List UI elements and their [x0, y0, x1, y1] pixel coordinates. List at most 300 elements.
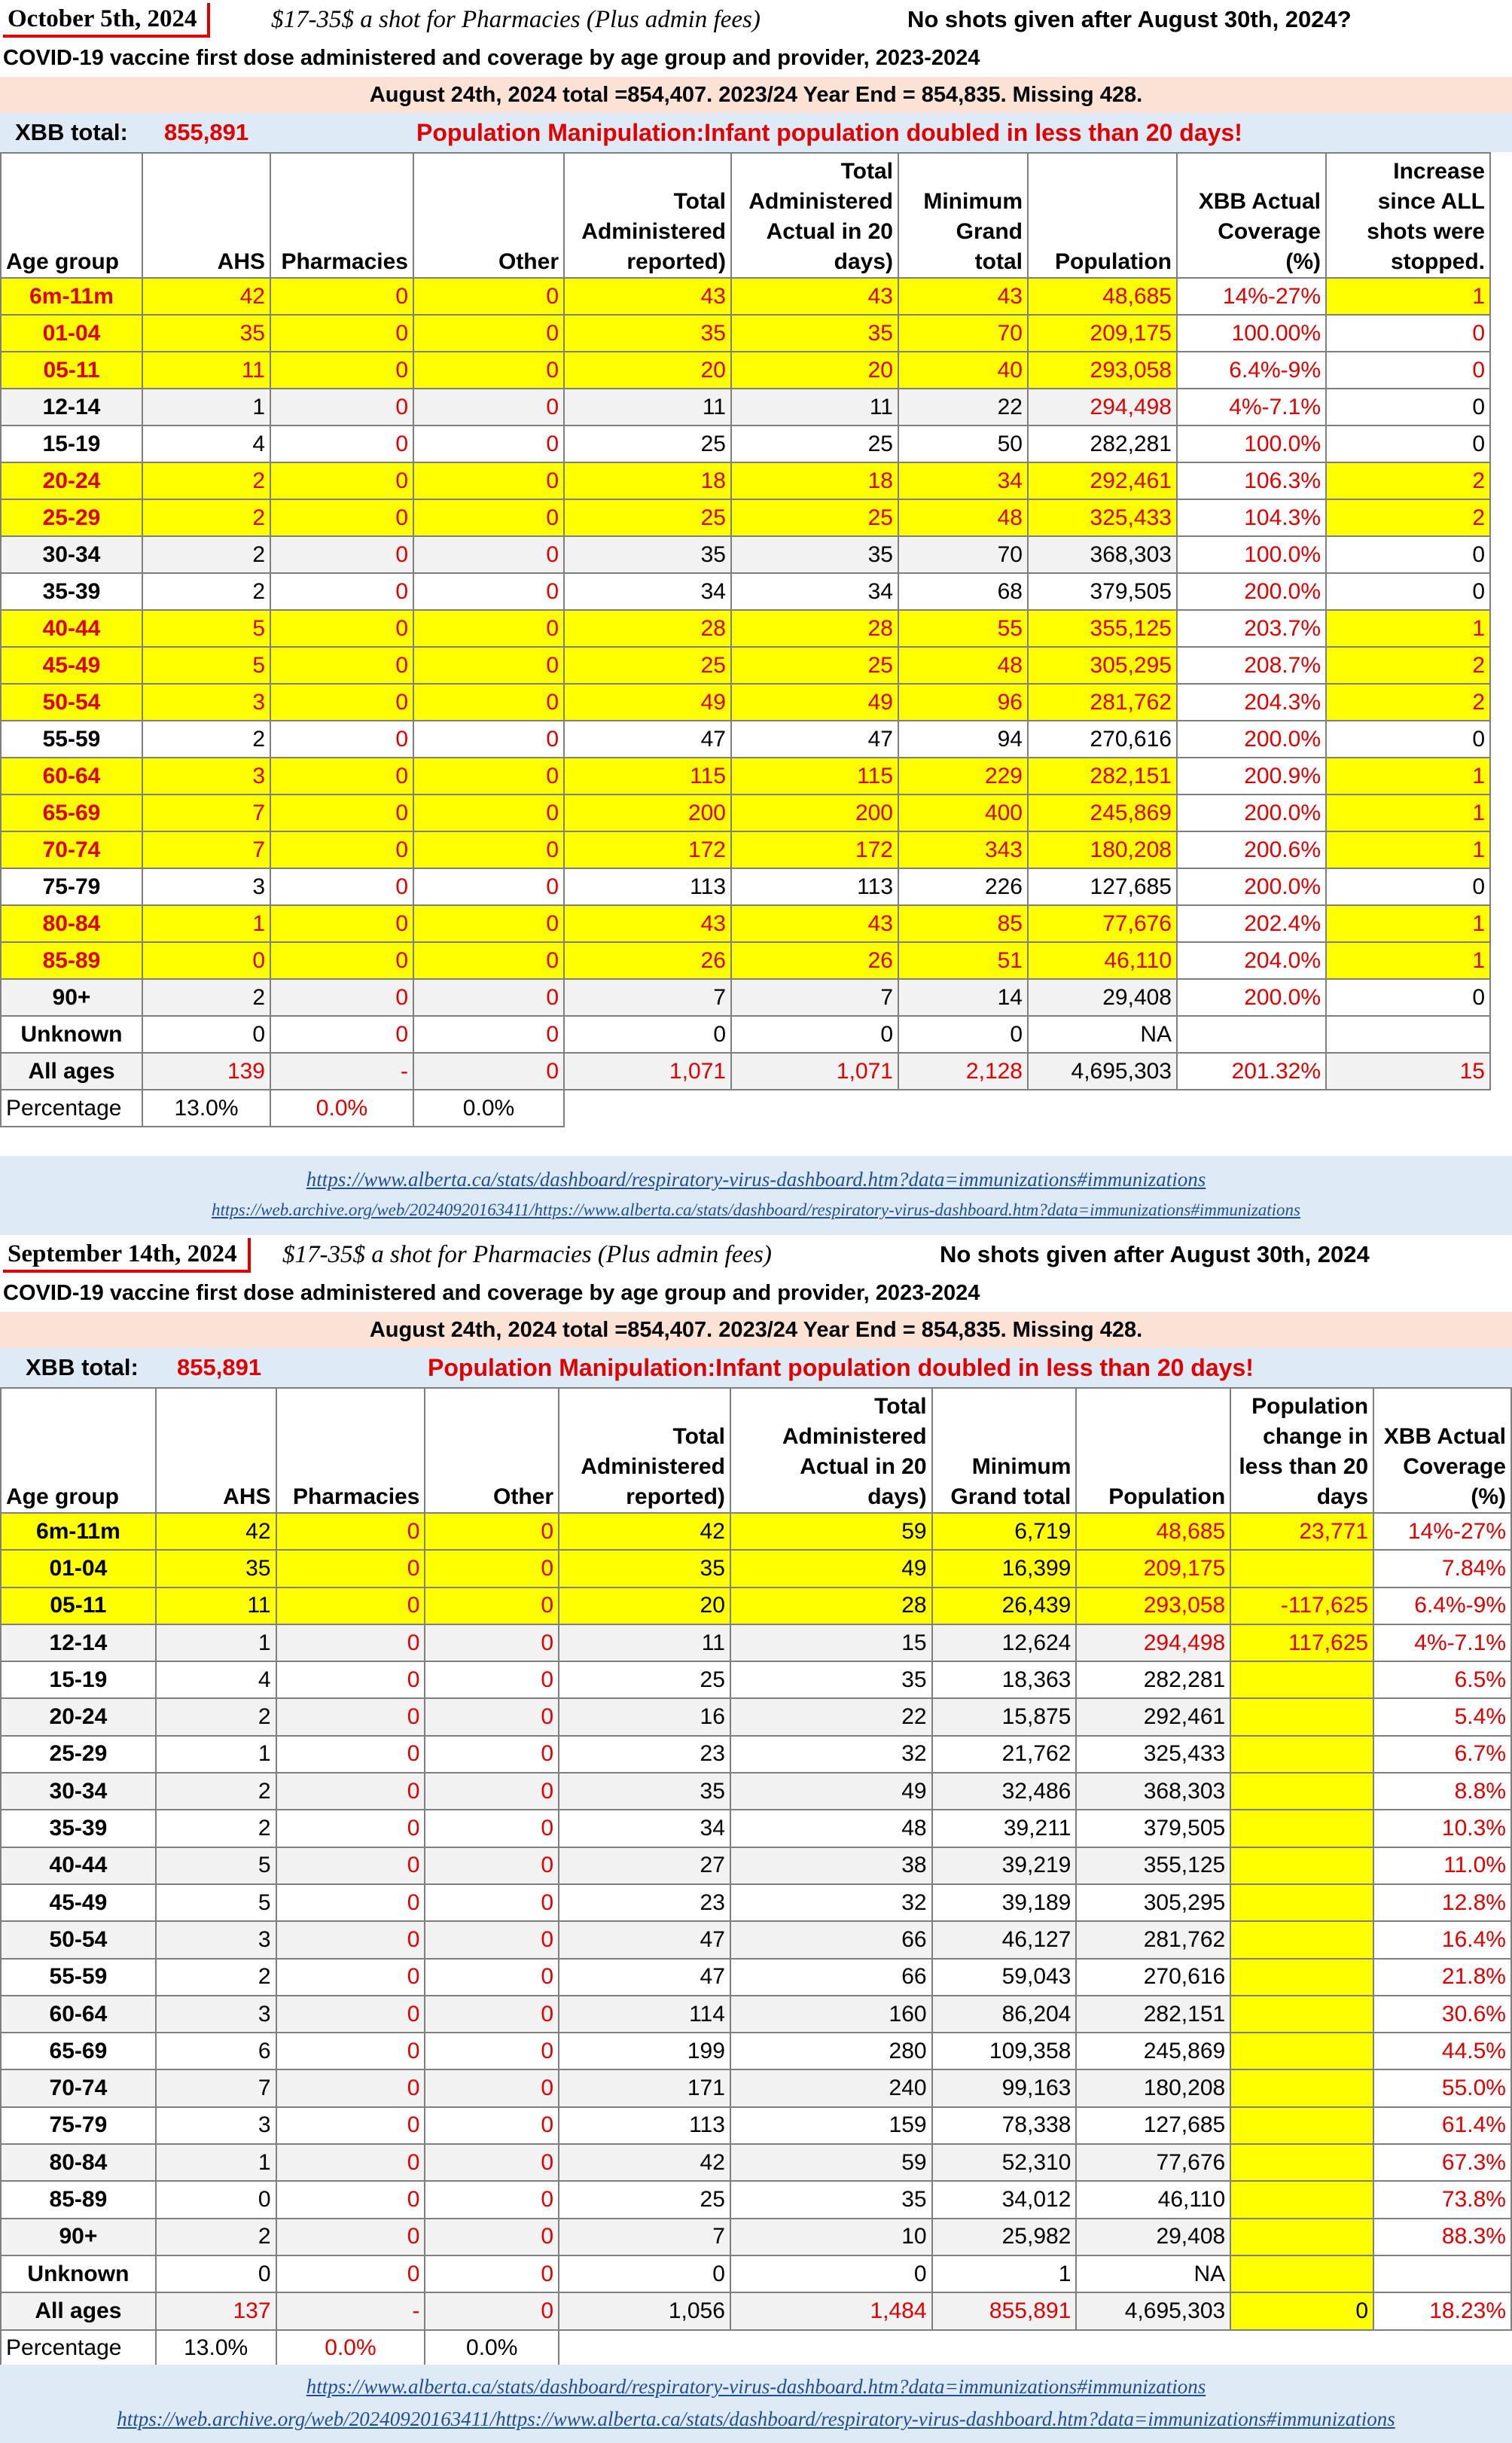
cell-ahs: 4	[156, 1661, 276, 1698]
cell-total-actual: 43	[731, 278, 898, 315]
header-ahs: AHS	[142, 153, 270, 278]
cell-population: 127,685	[1076, 2107, 1230, 2144]
cell-population: 305,295	[1028, 647, 1177, 684]
cell-pharmacies: 0	[276, 2144, 425, 2181]
cell-pharmacies: 0	[276, 2033, 425, 2069]
cell-other: 0	[413, 868, 564, 905]
age-group-label: 90+	[1, 2219, 156, 2255]
percentage-ahs: 13.0%	[142, 1090, 270, 1127]
table-row	[1, 1513, 1511, 1550]
cell-population-change	[1230, 2181, 1373, 2218]
cell-ahs: 5	[142, 610, 270, 647]
cell-population: 209,175	[1028, 315, 1177, 352]
cell-pharmacies: 0	[270, 979, 413, 1016]
cell-total-actual: 25	[731, 647, 898, 684]
cell-pharmacies: 0	[270, 278, 413, 315]
source-links	[0, 1156, 1512, 1235]
cell-grand-total: 855,891	[932, 2292, 1077, 2329]
cell-total-reported: 18	[564, 462, 731, 499]
archive-link[interactable]: https://web.archive.org/web/20240920163411/https://www.alberta.ca/stats/dashboard/respiratory-virus-dashboard.htm?data=immunizations#immunizations	[211, 1200, 1300, 1219]
age-group-label: 25-29	[1, 1736, 156, 1773]
cell-total-reported: 113	[564, 868, 731, 905]
cell-total-reported: 34	[564, 573, 731, 610]
table-row	[1, 1810, 1511, 1847]
cell-ahs: 0	[142, 942, 270, 979]
cell-population-change	[1230, 1996, 1373, 2033]
cell-ahs: 1	[142, 905, 270, 942]
cell-other: 0	[425, 2255, 559, 2292]
cell-total-actual: 59	[730, 2144, 932, 2181]
cell-coverage: 200.9%	[1177, 758, 1326, 795]
cell-pharmacies: 0	[270, 536, 413, 573]
age-group-label: 15-19	[1, 1661, 156, 1698]
cell-total-actual: 0	[730, 2255, 932, 2292]
table-row	[1, 831, 1490, 868]
cell-increase	[1326, 1016, 1490, 1053]
cell-coverage: 6.7%	[1373, 1736, 1511, 1773]
table-row	[1, 610, 1490, 647]
table-row	[1, 721, 1490, 758]
cell-other: 0	[413, 389, 564, 425]
cell-total-reported: 0	[564, 1016, 731, 1053]
cell-total-actual: 35	[730, 2181, 932, 2218]
cell-total-reported: 199	[559, 2033, 730, 2069]
cell-increase: 15	[1326, 1053, 1490, 1090]
cell-total-actual: 26	[731, 942, 898, 979]
cell-ahs: 137	[156, 2292, 276, 2329]
cell-grand-total: 25,982	[932, 2219, 1077, 2255]
cell-population-change	[1230, 1736, 1373, 1773]
table-row	[1, 425, 1490, 462]
table-row	[1, 315, 1490, 352]
cell-total-actual: 32	[730, 1884, 932, 1921]
cell-coverage: 204.0%	[1177, 942, 1326, 979]
age-group-label: 55-59	[1, 721, 142, 758]
percentage-pharmacies: 0.0%	[276, 2330, 425, 2367]
cell-population: 305,295	[1076, 1884, 1230, 1921]
cell-pharmacies: 0	[270, 315, 413, 352]
cell-pharmacies: 0	[270, 425, 413, 462]
cell-total-actual: 160	[730, 1996, 932, 2033]
cell-coverage: 4%-7.1%	[1177, 389, 1326, 425]
cell-coverage: 14%-27%	[1177, 278, 1326, 315]
cell-population: 209,175	[1076, 1550, 1230, 1587]
cell-grand-total: 68	[898, 573, 1028, 610]
no-shots-note: No shots given after August 30th, 2024	[940, 1241, 1370, 1267]
cell-other: 0	[425, 2219, 559, 2255]
table-row	[1, 2219, 1511, 2255]
cell-increase: 0	[1326, 868, 1490, 905]
cell-total-actual: 25	[731, 425, 898, 462]
cell-pharmacies: 0	[270, 610, 413, 647]
cell-total-actual: 1,484	[730, 2292, 932, 2329]
cell-increase: 0	[1326, 536, 1490, 573]
cell-other: 0	[413, 684, 564, 721]
cell-other: 0	[425, 1884, 559, 1921]
cell-increase: 1	[1326, 795, 1490, 831]
cell-total-reported: 25	[564, 499, 731, 536]
cell-increase: 2	[1326, 684, 1490, 721]
cell-pharmacies: 0	[276, 1550, 425, 1587]
cell-population-change	[1230, 2255, 1373, 2292]
cell-total-actual: 113	[731, 868, 898, 905]
cell-population-change	[1230, 1959, 1373, 1996]
cell-grand-total: 229	[898, 758, 1028, 795]
cell-ahs: 1	[156, 1624, 276, 1661]
cell-other: 0	[413, 315, 564, 352]
cell-total-reported: 115	[564, 758, 731, 795]
archive-link[interactable]: https://web.archive.org/web/20240920163411/https://www.alberta.ca/stats/dashboard/respiratory-virus-dashboard.htm?data=immunizations#immunizations	[117, 2408, 1395, 2430]
cell-population: 127,685	[1028, 868, 1177, 905]
cell-increase: 0	[1326, 389, 1490, 425]
cell-total-actual: 200	[731, 795, 898, 831]
table-row	[1, 1053, 1490, 1090]
cell-total-actual: 43	[731, 905, 898, 942]
age-group-label: 65-69	[1, 795, 142, 831]
cell-population: 368,303	[1076, 1773, 1230, 1810]
manipulation-note: Population Manipulation:Infant population doubled in less than 20 days!	[416, 119, 1242, 146]
cell-total-reported: 7	[559, 2219, 730, 2255]
age-group-label: 60-64	[1, 758, 142, 795]
cell-pharmacies: 0	[276, 1587, 425, 1624]
cell-increase: 0	[1326, 721, 1490, 758]
cell-population: 379,505	[1028, 573, 1177, 610]
header-total-reported: Total Administered reported)	[564, 153, 731, 278]
cell-total-actual: 35	[730, 1661, 932, 1698]
cell-other: 0	[425, 1698, 559, 1735]
cell-total-reported: 43	[564, 905, 731, 942]
cell-pharmacies: 0	[276, 2219, 425, 2255]
cell-coverage: 4%-7.1%	[1373, 1624, 1511, 1661]
header-increase: Increase since ALL shots were stopped.	[1326, 153, 1490, 278]
cell-other: 0	[425, 2181, 559, 2218]
table-row	[1, 1661, 1511, 1698]
cell-coverage: 200.0%	[1177, 721, 1326, 758]
cell-other: 0	[425, 1996, 559, 2033]
cell-other: 0	[425, 1587, 559, 1624]
age-group-label: 6m-11m	[1, 1513, 156, 1550]
cell-other: 0	[413, 278, 564, 315]
table-row	[1, 2292, 1511, 2329]
cell-other: 0	[413, 795, 564, 831]
cell-total-reported: 35	[564, 536, 731, 573]
title-row	[0, 1235, 1512, 1273]
table-row	[1, 758, 1490, 795]
header-row	[1, 153, 1490, 278]
table-row	[1, 2033, 1511, 2069]
cell-other: 0	[413, 610, 564, 647]
cell-ahs: 5	[156, 1847, 276, 1884]
source-links	[0, 2365, 1512, 2443]
cell-coverage: 202.4%	[1177, 905, 1326, 942]
cell-ahs: 2	[142, 499, 270, 536]
cell-coverage: 14%-27%	[1373, 1513, 1511, 1550]
cell-population-change	[1230, 2033, 1373, 2069]
cell-population: 281,762	[1028, 684, 1177, 721]
cell-ahs: 2	[142, 573, 270, 610]
cell-grand-total: 226	[898, 868, 1028, 905]
age-group-label: 6m-11m	[1, 278, 142, 315]
cell-coverage: 201.32%	[1177, 1053, 1326, 1090]
snapshot-september	[0, 1235, 1512, 2443]
cell-pharmacies: -	[270, 1053, 413, 1090]
cell-grand-total: 39,211	[932, 1810, 1077, 1847]
cell-total-reported: 49	[564, 684, 731, 721]
age-group-label: 75-79	[1, 2107, 156, 2144]
cell-other: 0	[413, 905, 564, 942]
cell-pharmacies: 0	[270, 758, 413, 795]
header-total-actual: Total Administered Actual in 20 days)	[730, 1388, 932, 1513]
cell-ahs: 3	[156, 2107, 276, 2144]
source-link[interactable]: https://www.alberta.ca/stats/dashboard/respiratory-virus-dashboard.htm?data=immunizations#immunizations	[306, 2375, 1206, 2398]
cell-increase: 0	[1326, 979, 1490, 1016]
cell-coverage: 61.4%	[1373, 2107, 1511, 2144]
cell-population: 29,408	[1076, 2219, 1230, 2255]
cell-grand-total: 96	[898, 684, 1028, 721]
age-group-label: 20-24	[1, 462, 142, 499]
cell-total-reported: 114	[559, 1996, 730, 2033]
totals-note: August 24th, 2024 total =854,407. 2023/24 Year End = 854,835. Missing 428.	[0, 1312, 1512, 1348]
cell-grand-total: 6,719	[932, 1513, 1077, 1550]
xbb-total-label: XBB total:	[26, 1354, 139, 1380]
cell-population: 379,505	[1076, 1810, 1230, 1847]
age-group-label: 12-14	[1, 1624, 156, 1661]
age-group-label: 70-74	[1, 831, 142, 868]
cell-grand-total: 34	[898, 462, 1028, 499]
cell-pharmacies: 0	[270, 905, 413, 942]
cell-other: 0	[425, 1921, 559, 1958]
cell-other: 0	[413, 979, 564, 1016]
age-group-label: 85-89	[1, 942, 142, 979]
cell-population: 46,110	[1076, 2181, 1230, 2218]
age-group-label: 01-04	[1, 1550, 156, 1587]
cell-total-reported: 171	[559, 2069, 730, 2106]
table-row	[1, 1587, 1511, 1624]
cell-pharmacies: 0	[276, 1736, 425, 1773]
header-coverage: XBB Actual Coverage (%)	[1177, 153, 1326, 278]
cell-population-change	[1230, 1810, 1373, 1847]
percentage-row	[1, 2330, 1511, 2367]
header-age-group: Age group	[1, 153, 142, 278]
cell-ahs: 5	[156, 1884, 276, 1921]
cell-other: 0	[413, 1016, 564, 1053]
table-row	[1, 462, 1490, 499]
cell-increase: 0	[1326, 315, 1490, 352]
cell-population-change	[1230, 1698, 1373, 1735]
table-row	[1, 684, 1490, 721]
header-age-group: Age group	[1, 1388, 156, 1513]
cell-pharmacies: 0	[276, 2255, 425, 2292]
cell-other: 0	[413, 1053, 564, 1090]
table-row	[1, 1773, 1511, 1810]
cell-total-actual: 159	[730, 2107, 932, 2144]
cell-ahs: 2	[156, 2219, 276, 2255]
cell-population: 294,498	[1076, 1624, 1230, 1661]
cell-ahs: 11	[156, 1587, 276, 1624]
cell-population-change	[1230, 1847, 1373, 1884]
cell-total-reported: 23	[559, 1884, 730, 1921]
age-group-label: Unknown	[1, 2255, 156, 2292]
cell-other: 0	[413, 352, 564, 389]
cell-pharmacies: 0	[270, 352, 413, 389]
cell-ahs: 3	[142, 684, 270, 721]
header-other: Other	[425, 1388, 559, 1513]
cell-grand-total: 70	[898, 536, 1028, 573]
cell-increase: 2	[1326, 462, 1490, 499]
cell-population-change	[1230, 1661, 1373, 1698]
age-group-label: 65-69	[1, 2033, 156, 2069]
cell-coverage: 21.8%	[1373, 1959, 1511, 1996]
table-row	[1, 2107, 1511, 2144]
table-row	[1, 2144, 1511, 2181]
age-group-label: 45-49	[1, 647, 142, 684]
cell-grand-total: 400	[898, 795, 1028, 831]
cell-total-actual: 0	[731, 1016, 898, 1053]
cell-population: 4,695,303	[1028, 1053, 1177, 1090]
cell-other: 0	[413, 942, 564, 979]
table-subtitle: COVID-19 vaccine first dose administered and coverage by age group and provider, 2023-2024	[3, 46, 980, 70]
cell-population: 180,208	[1028, 831, 1177, 868]
table-row	[1, 1736, 1511, 1773]
cell-total-reported: 172	[564, 831, 731, 868]
cell-pharmacies: 0	[276, 1773, 425, 1810]
cell-total-actual: 66	[730, 1921, 932, 1958]
cell-coverage: 104.3%	[1177, 499, 1326, 536]
age-group-label: 80-84	[1, 905, 142, 942]
cell-population: 270,616	[1028, 721, 1177, 758]
header-grand-total: Minimum Grand total	[932, 1388, 1077, 1513]
age-group-label: 60-64	[1, 1996, 156, 2033]
cell-pharmacies: -	[276, 2292, 425, 2329]
table-row	[1, 1550, 1511, 1587]
cell-grand-total: 0	[898, 1016, 1028, 1053]
cell-increase: 0	[1326, 573, 1490, 610]
cell-population: 77,676	[1076, 2144, 1230, 2181]
table-row	[1, 795, 1490, 831]
table-row	[1, 1847, 1511, 1884]
cell-coverage: 100.0%	[1177, 536, 1326, 573]
cell-grand-total: 21,762	[932, 1736, 1077, 1773]
cell-ahs: 0	[156, 2181, 276, 2218]
cell-ahs: 35	[156, 1550, 276, 1587]
table-row	[1, 389, 1490, 425]
header-total-actual: Total Administered Actual in 20 days)	[731, 153, 898, 278]
age-group-label: 50-54	[1, 1921, 156, 1958]
cell-other: 0	[413, 499, 564, 536]
cell-increase: 1	[1326, 942, 1490, 979]
cell-coverage: 5.4%	[1373, 1698, 1511, 1735]
xbb-row	[0, 113, 1512, 152]
cell-coverage: 88.3%	[1373, 2219, 1511, 2255]
source-link[interactable]: https://www.alberta.ca/stats/dashboard/respiratory-virus-dashboard.htm?data=immunizations#immunizations	[306, 1168, 1206, 1191]
cell-population: NA	[1076, 2255, 1230, 2292]
cell-total-actual: 59	[730, 1513, 932, 1550]
cell-other: 0	[425, 1810, 559, 1847]
cell-population: 292,461	[1076, 1698, 1230, 1735]
cell-total-actual: 49	[731, 684, 898, 721]
table-row	[1, 979, 1490, 1016]
snapshot-date: October 5th, 2024	[3, 3, 210, 38]
header-population-change: Population change in less than 20 days	[1230, 1388, 1373, 1513]
cell-total-actual: 1,071	[731, 1053, 898, 1090]
cell-other: 0	[413, 536, 564, 573]
cell-total-reported: 25	[564, 647, 731, 684]
cell-other: 0	[425, 1736, 559, 1773]
snapshot-date: September 14th, 2024	[3, 1238, 251, 1273]
cell-other: 0	[413, 758, 564, 795]
cell-population: 325,433	[1028, 499, 1177, 536]
cell-coverage: 208.7%	[1177, 647, 1326, 684]
cell-population: 77,676	[1028, 905, 1177, 942]
cell-other: 0	[425, 1959, 559, 1996]
table-subtitle: COVID-19 vaccine first dose administered and coverage by age group and provider, 2023-2024	[3, 1281, 980, 1305]
xbb-total-value: 855,891	[177, 1354, 262, 1380]
age-group-label: 20-24	[1, 1698, 156, 1735]
cell-total-actual: 35	[731, 536, 898, 573]
cell-ahs: 11	[142, 352, 270, 389]
cell-total-actual: 25	[731, 499, 898, 536]
cell-total-actual: 28	[730, 1587, 932, 1624]
cell-ahs: 2	[156, 1810, 276, 1847]
header-pharmacies: Pharmacies	[276, 1388, 425, 1513]
cell-coverage: 30.6%	[1373, 1996, 1511, 2033]
cell-population: 245,869	[1028, 795, 1177, 831]
table-row	[1, 1624, 1511, 1661]
age-group-label: 35-39	[1, 1810, 156, 1847]
cell-coverage: 10.3%	[1373, 1810, 1511, 1847]
cell-total-reported: 26	[564, 942, 731, 979]
table-row	[1, 2255, 1511, 2292]
cell-ahs: 2	[156, 1959, 276, 1996]
cell-population: 368,303	[1028, 536, 1177, 573]
cell-coverage: 200.6%	[1177, 831, 1326, 868]
header-ahs: AHS	[156, 1388, 276, 1513]
cell-total-reported: 113	[559, 2107, 730, 2144]
cell-pharmacies: 0	[276, 1847, 425, 1884]
cell-grand-total: 48	[898, 647, 1028, 684]
cell-ahs: 5	[142, 647, 270, 684]
cell-total-reported: 16	[559, 1698, 730, 1735]
cell-total-reported: 1,056	[559, 2292, 730, 2329]
cell-increase: 2	[1326, 647, 1490, 684]
cell-total-reported: 25	[564, 425, 731, 462]
cell-population: 281,762	[1076, 1921, 1230, 1958]
cell-grand-total: 86,204	[932, 1996, 1077, 2033]
cell-ahs: 3	[156, 1921, 276, 1958]
percentage-other: 0.0%	[425, 2330, 559, 2367]
age-group-label: 05-11	[1, 352, 142, 389]
cell-population: 29,408	[1028, 979, 1177, 1016]
cell-pharmacies: 0	[276, 1624, 425, 1661]
cell-coverage: 100.0%	[1177, 425, 1326, 462]
cell-total-actual: 49	[730, 1773, 932, 1810]
cell-population: 245,869	[1076, 2033, 1230, 2069]
price-note: $17-35$ a shot for Pharmacies (Plus admin fees)	[282, 1241, 772, 1268]
cell-total-actual: 15	[730, 1624, 932, 1661]
cell-grand-total: 15,875	[932, 1698, 1077, 1735]
cell-coverage: 8.8%	[1373, 1773, 1511, 1810]
cell-population-change	[1230, 1884, 1373, 1921]
cell-increase: 0	[1326, 425, 1490, 462]
age-group-label: 55-59	[1, 1959, 156, 1996]
table-row	[1, 278, 1490, 315]
cell-other: 0	[413, 425, 564, 462]
cell-pharmacies: 0	[270, 647, 413, 684]
cell-grand-total: 1	[932, 2255, 1077, 2292]
cell-total-reported: 11	[564, 389, 731, 425]
cell-total-reported: 20	[559, 1587, 730, 1624]
cell-total-reported: 35	[559, 1773, 730, 1810]
